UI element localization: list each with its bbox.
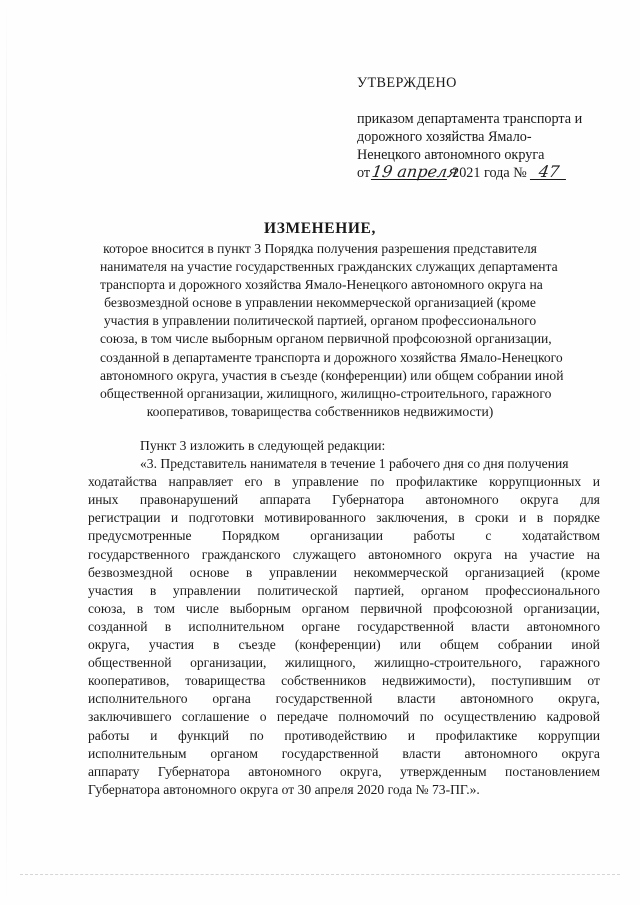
body-intro: Пункт 3 изложить в следующей редакции:	[140, 438, 386, 453]
subtitle-line: созданной в департаменте транспорта и дорожного хозяйства Ямало-Ненецкого	[100, 349, 563, 365]
paragraph-line: союза, в том числе выборным органом первичной профсоюзной организации,	[88, 600, 600, 616]
handwritten-number: 47	[530, 164, 568, 180]
subtitle-line: участия в управлении политической партией, органом профессионального	[103, 313, 537, 329]
paragraph-line: «3. Представитель нанимателя в течение 1 рабочего дня со дня получения	[140, 456, 569, 472]
paragraph-line: округа, участия в съезде (конференции) или общем собрании иной	[88, 637, 600, 653]
scan-artifact-line	[20, 874, 620, 876]
paragraph-line: иных правонарушений аппарата Губернатора автономного округа для	[88, 492, 600, 508]
paragraph-line: исполнительного органа государственной власти автономного округа,	[88, 691, 600, 707]
subtitle-line: кооперативов, товарищества собственников недвижимости)	[146, 403, 494, 419]
document-header	[100, 220, 564, 421]
paragraph-line: государственного гражданского служащего автономного округа на участие на	[88, 546, 600, 562]
subtitle-line: нанимателя на участие государственных гражданских служащих департамента	[100, 259, 558, 275]
handwritten-date: 19 апреля	[370, 162, 460, 181]
paragraph-line: созданной в исполнительном органе государственной власти автономного	[88, 618, 600, 634]
subtitle-line: союза, в том числе выборным органом первичной профсоюзной организации,	[100, 331, 552, 347]
document-title: ИЗМЕНЕНИЕ,	[264, 220, 376, 237]
paragraph-line: безвозмездной основе в управлении некоммерческой организацией (кроме	[88, 564, 600, 580]
approval-order-line: приказом департамента транспорта и	[357, 111, 583, 127]
approved-title: УТВЕРЖДЕНО	[357, 75, 457, 91]
paragraph-line: общественной организации, жилищного, жилищно-строительного, гаражного	[88, 655, 600, 671]
paragraph-line: ходатайства направляет его в управление по профилактике коррупционных и	[88, 474, 600, 490]
paragraph-line: аппарату Губернатора автономного округа, утвержденным постановлением	[88, 763, 600, 779]
paragraph-line: работы и функций по противодействию и профилактике коррупции	[88, 727, 600, 743]
paragraph-line: заключившего соглашение о передаче полномочий по осуществлению кадровой	[88, 709, 600, 725]
paragraph-line: участия в управлении политической партией, органом профессионального	[88, 582, 600, 598]
subtitle-line: транспорта и дорожного хозяйства Ямало-Ненецкого автономного округа на	[100, 277, 543, 293]
scan-edge-mark	[6, 0, 7, 905]
subtitle-line: автономного округа, участия в съезде (конференции) или общем собрании иной	[100, 367, 564, 383]
amendment-paragraph	[88, 455, 600, 799]
paragraph-line: исполнительным органом государственной власти автономного округа	[88, 745, 600, 761]
approval-order-line: Ненецкого автономного округа	[357, 147, 545, 163]
document-body	[88, 437, 600, 799]
paragraph-line: кооперативов, товарищества собственников недвижимости), поступившим от	[88, 673, 600, 689]
approval-block	[357, 74, 607, 182]
year-text: 2021 года №	[452, 165, 527, 181]
approval-date-line	[357, 164, 607, 182]
paragraph-line: предусмотренные Порядком организации работы с ходатайством	[88, 528, 600, 544]
date-prefix: от	[357, 165, 371, 181]
subtitle-line: которое вносится в пункт 3 Порядка получения разрешения представителя	[103, 241, 537, 256]
paragraph-line: Губернатора автономного округа от 30 апреля 2020 года № 73-ПГ.».	[88, 781, 480, 797]
subtitle-line: общественной организации, жилищного, жилищно-строительного, гаражного	[100, 385, 552, 401]
approval-order-line: дорожного хозяйства Ямало-	[357, 129, 532, 145]
paragraph-line: регистрации и подготовки мотивированного заключения, в сроки и в порядке	[88, 510, 600, 526]
subtitle-line: безвозмездной основе в управлении некоммерческой организацией (кроме	[104, 295, 536, 311]
